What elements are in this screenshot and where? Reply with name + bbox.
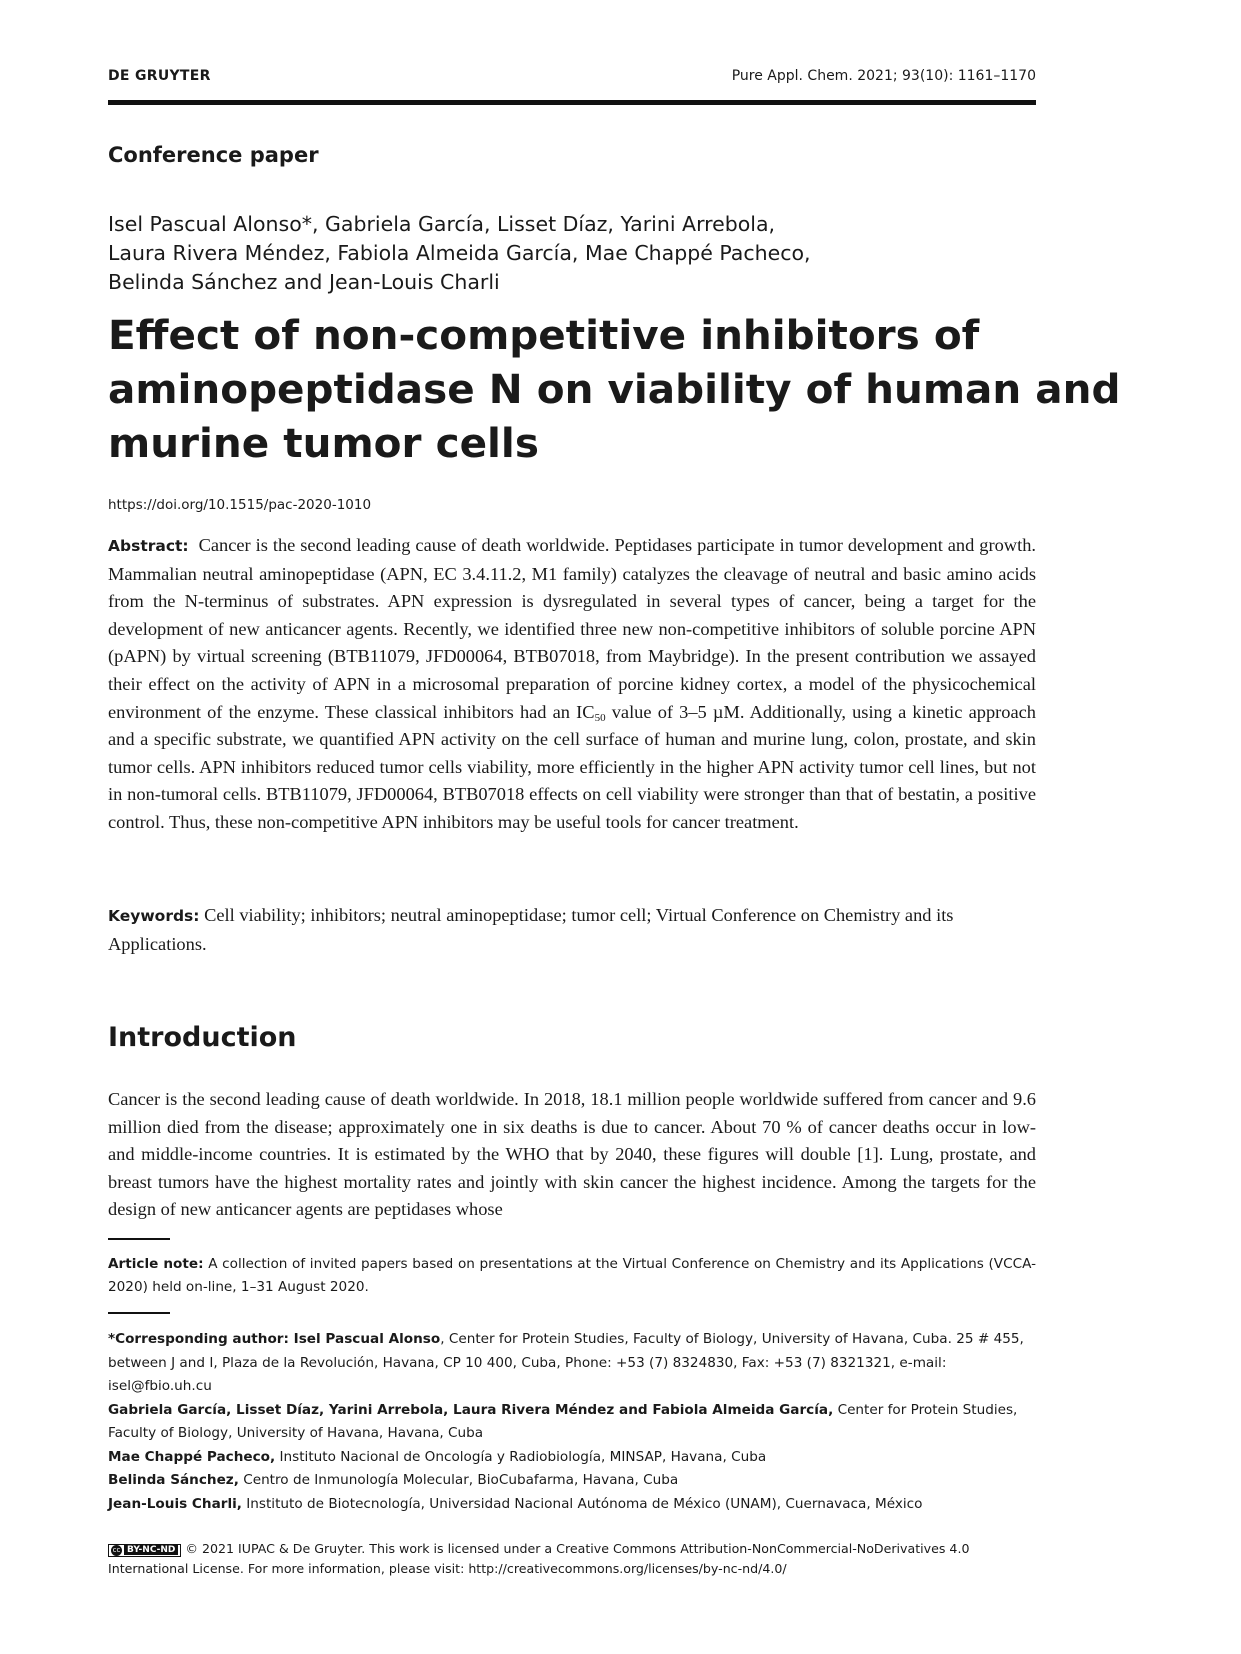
affiliation-names: Mae Chappé Pacheco, — [108, 1448, 276, 1465]
introduction-heading: Introduction — [108, 1022, 297, 1053]
abstract-label: Abstract: — [108, 537, 189, 555]
license-text: © 2021 IUPAC & De Gruyter. This work is licensed under a Creative Commons Attribution-NonCommercial-NoDerivatives 4.0 International License. For more information, please visit: http://creativecommons.org/licenses/by-nc-nd/4.0/ — [108, 1541, 970, 1576]
ic50-subscript: 50 — [594, 711, 606, 724]
affiliation-rule — [108, 1312, 170, 1314]
affiliation-names: Belinda Sánchez, — [108, 1472, 239, 1488]
affiliation-names: *Corresponding author: Isel Pascual Alonso — [108, 1331, 441, 1347]
author-line: Belinda Sánchez and Jean-Louis Charli — [108, 270, 500, 294]
affiliations — [108, 1328, 1036, 1516]
keywords-label: Keywords: — [108, 907, 200, 925]
title-line: murine tumor cells — [108, 419, 539, 467]
header-rule — [108, 100, 1036, 105]
abstract-text-continued: value of 3–5 µM. Additionally, using a kinetic approach and a specific substrate, we quantified APN activity on the cell surface of human and murine lung, colon, prostate, and skin tumor cells. APN inhibitors reduced tumor cells viability, more efficiently in the higher APN activity tumor cell lines, but not in non-tumoral cells. BTB11079, JFD00064, BTB07018 effects on cell viability were stronger than that of bestatin, a positive control. Thus, these non-competitive APN inhibitors may be useful tools for cancer treatment. — [108, 701, 1037, 832]
article-note-label: Article note: — [108, 1256, 204, 1272]
abstract — [108, 532, 1036, 837]
keywords-text: Cell viability; inhibitors; neutral aminopeptidase; tumor cell; Virtual Conference on Chemistry and its Applications. — [108, 905, 954, 954]
article-note — [108, 1253, 1036, 1299]
cc-license-icon[interactable] — [108, 1544, 181, 1557]
article-note-text: A collection of invited papers based on presentations at the Virtual Conference on Chemistry and its Applications (VCCA-2020) held on-line, 1–31 August 2020. — [108, 1256, 1036, 1295]
affiliation-entry — [108, 1446, 1036, 1470]
affiliation-text: Center for Protein Studies, Faculty of Biology, University of Havana, Havana, Cuba — [108, 1401, 1018, 1441]
affiliation-text: Instituto de Biotecnología, Universidad Nacional Autónoma de México (UNAM), Cuernavaca, México — [241, 1495, 923, 1512]
publisher-name: DE GRUYTER — [108, 68, 211, 84]
cc-badge-text: BY-NC-ND — [124, 1545, 178, 1555]
affiliation-names: Jean-Louis Charli, — [108, 1495, 242, 1512]
affiliation-entry — [108, 1469, 1036, 1493]
keywords — [108, 902, 1036, 958]
journal-reference: Pure Appl. Chem. 2021; 93(10): 1161–1170 — [731, 68, 1036, 84]
title-line: aminopeptidase N on viability of human and — [108, 365, 1121, 413]
cc-symbol: cc — [112, 1546, 121, 1554]
paper-title — [108, 308, 1121, 470]
doi-link[interactable]: https://doi.org/10.1515/pac-2020-1010 — [108, 497, 372, 513]
affiliation-entry — [108, 1493, 1036, 1517]
affiliation-entry — [108, 1328, 1036, 1399]
author-list — [108, 210, 1036, 297]
paper-type: Conference paper — [108, 143, 319, 167]
affiliation-text: , Center for Protein Studies, Faculty of Biology, University of Havana, Cuba. 25 # 455, between J and I, Plaza de la Revolución, Havana, CP 10 400, Cuba, Phone: +53 (7) 8324830, Fax: +53 (7) 8321321, e-mail: isel@fbio.uh.cu — [108, 1331, 1024, 1394]
affiliation-text: Centro de Inmunología Molecular, BioCubafarma, Havana, Cuba — [238, 1472, 679, 1488]
footnote-rule — [108, 1238, 170, 1240]
license-notice — [108, 1539, 1036, 1579]
author-line: Isel Pascual Alonso*, Gabriela García, Lisset Díaz, Yarini Arrebola, — [108, 212, 776, 236]
affiliation-text: Instituto Nacional de Oncología y Radiobiología, MINSAP, Havana, Cuba — [275, 1448, 767, 1465]
abstract-text: Cancer is the second leading cause of death worldwide. Peptidases participate in tumor development and growth. Mammalian neutral aminopeptidase (APN, EC 3.4.11.2, M1 family) catalyzes the cleavage of neutral and basic amino acids from the N-terminus of substrates. APN expression is dysregulated in several types of cancer, being a target for the development of new anticancer agents. Recently, we identified three new non-competitive inhibitors of soluble porcine APN (pAPN) by virtual screening (BTB11079, JFD00064, BTB07018, from Maybridge). In the present contribution we assayed their effect on the activity of APN in a microsomal preparation of porcine kidney cortex, a model of the physicochemical environment of the enzyme. These classical inhibitors had an IC — [108, 535, 1036, 722]
affiliation-entry — [108, 1399, 1036, 1446]
introduction-text: Cancer is the second leading cause of death worldwide. In 2018, 18.1 million people worldwide suffered from cancer and 9.6 million died from the disease; approximately one in six deaths is due to cancer. About 70 % of cancer deaths occur in low- and middle-income countries. It is estimated by the WHO that by 2040, these figures will double [1]. Lung, prostate, and breast tumors have the highest mortality rates and jointly with skin cancer the highest incidence. Among the targets for the design of new anticancer agents are peptidases whose — [108, 1089, 1036, 1220]
author-line: Laura Rivera Méndez, Fabiola Almeida García, Mae Chappé Pacheco, — [108, 241, 811, 265]
title-line: Effect of non-competitive inhibitors of — [108, 311, 980, 359]
affiliation-names: Gabriela García, Lisset Díaz, Yarini Arrebola, Laura Rivera Méndez and Fabiola Almeida García, — [108, 1401, 834, 1418]
